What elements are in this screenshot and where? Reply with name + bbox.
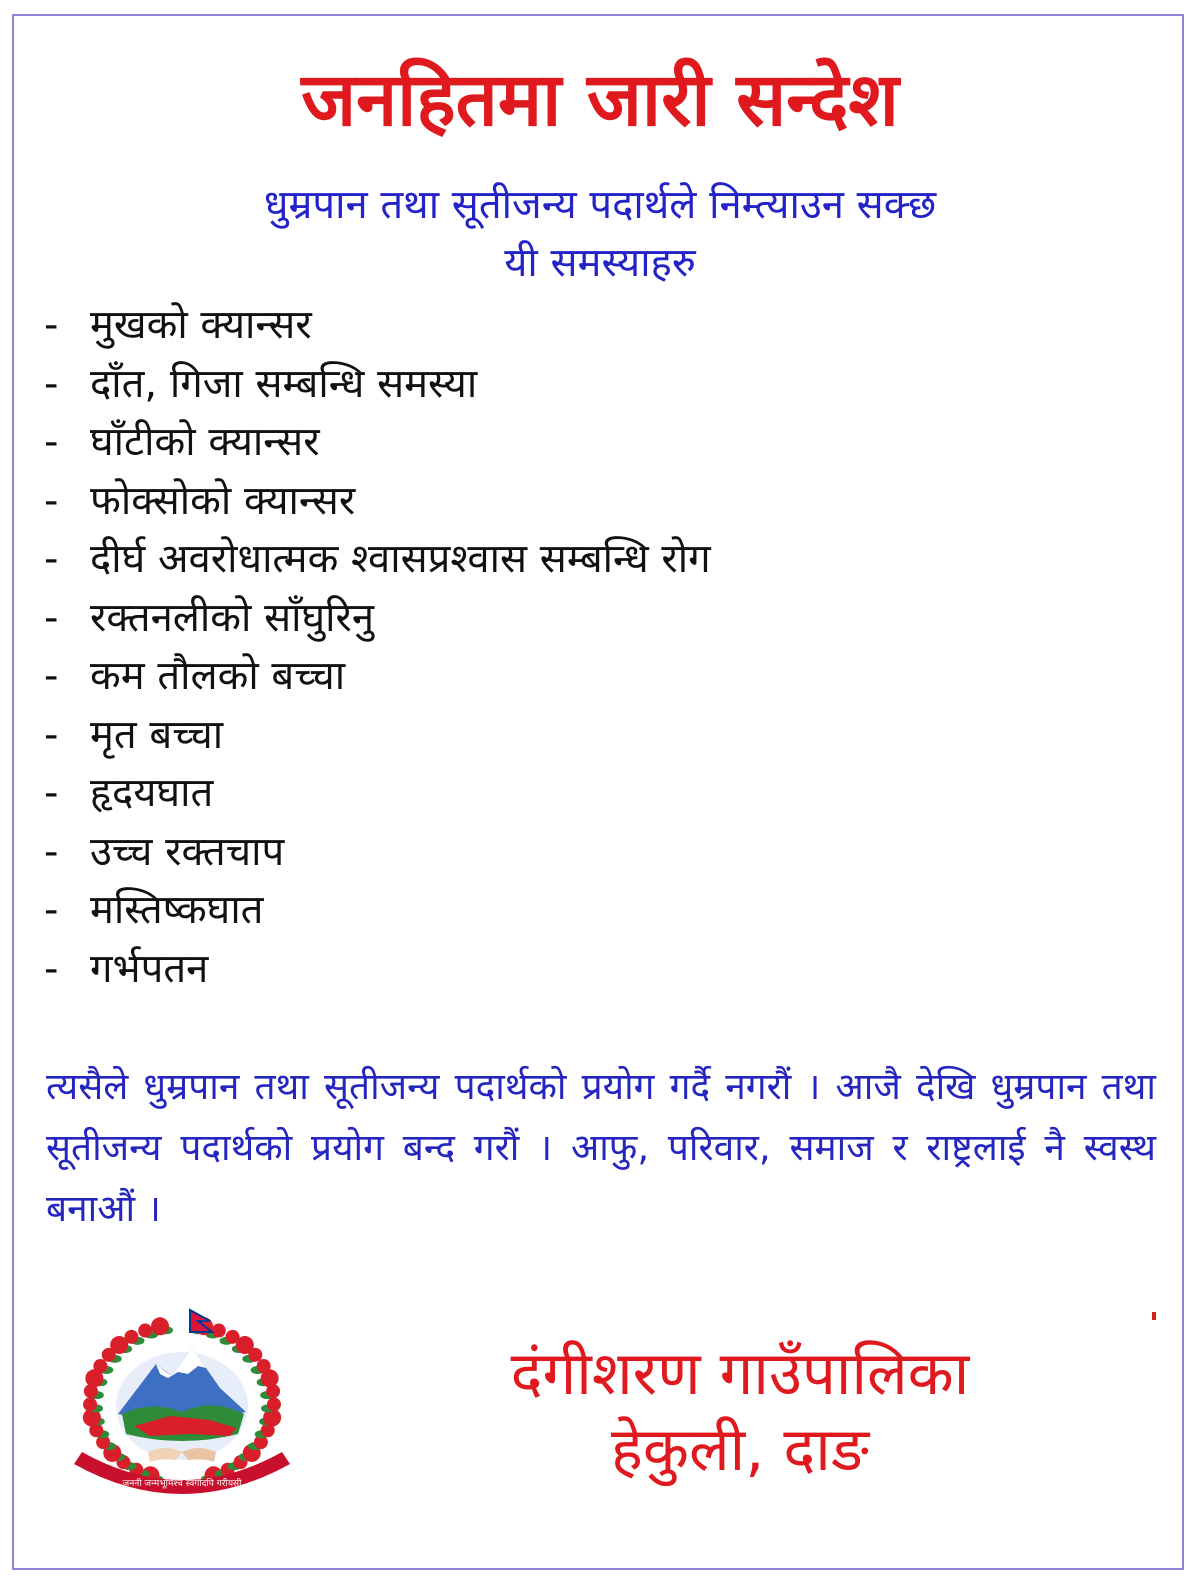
problem-item [44, 413, 711, 472]
problem-item [44, 881, 711, 940]
public-message: त्यसैले धुम्रपान तथा सूतीजन्य पदार्थको प्रयोग गर्दै नगरौं । आजै देखि धुम्रपान तथा सूतीजन्य पदार्थको प्रयोग बन्द गरौं । आफु, परिवार, समाज र राष्ट्रलाई नै स्वस्थ बनाऔं । [46, 1065, 1156, 1230]
problem-text: घाँटीको क्यान्सर [90, 419, 320, 465]
problem-item [44, 530, 711, 589]
problem-item [44, 706, 711, 765]
rhododendron-flower [212, 1324, 226, 1338]
rhododendron-flower [93, 1359, 107, 1373]
notice-subtitle [0, 176, 1200, 292]
bullet-dash: - [44, 653, 59, 699]
subtitle-line-2: यी समस्याहरु [504, 240, 696, 286]
bullet-dash: - [44, 887, 59, 933]
notice-title: जनहितमा जारी सन्देश [301, 57, 899, 143]
bullet-dash: - [44, 945, 59, 992]
problem-text: कम तौलको बच्चा [90, 653, 346, 699]
bullet-dash: - [44, 360, 59, 407]
problem-item [44, 764, 711, 823]
problem-item [44, 472, 711, 531]
problem-text: दाँत, गिजा सम्बन्धि समस्या [90, 360, 478, 407]
mountain-scene [116, 1348, 248, 1460]
bullet-dash: - [44, 828, 59, 875]
bullet-dash: - [44, 302, 59, 348]
bullet-dash: - [44, 594, 59, 641]
problem-text: मुखको क्यान्सर [90, 302, 312, 348]
office-line-2: हेकुली, दाङ [611, 1415, 869, 1485]
bullet-dash: - [44, 419, 59, 465]
problem-text: फोक्सोको क्यान्सर [90, 477, 356, 524]
problem-text: रक्तनलीको साँघुरिनु [90, 594, 375, 641]
health-problems-list [44, 296, 711, 998]
rhododendron-flower [267, 1397, 281, 1411]
problem-item [44, 823, 711, 882]
problem-text: गर्भपतन [90, 945, 209, 992]
problem-item [44, 296, 711, 355]
subtitle-line-1: धुम्रपान तथा सूतीजन्य पदार्थले निम्त्याउन सक्छ [263, 182, 937, 228]
problem-item [44, 647, 711, 706]
problem-item [44, 589, 711, 648]
bullet-dash: - [44, 770, 59, 816]
rhododendron-flower [257, 1359, 271, 1373]
problem-text: मस्तिष्कघात [90, 887, 264, 933]
problem-text: उच्च रक्तचाप [90, 828, 285, 875]
bullet-dash: - [44, 711, 59, 758]
flag-icon [190, 1310, 212, 1332]
red-mark [1152, 1312, 1156, 1320]
rhododendron-flower [226, 1330, 240, 1344]
problem-item [44, 940, 711, 999]
emblem-motto: जननी जन्मभूमिश्च स्वर्गादपि गरीयसी [122, 1479, 242, 1489]
bullet-dash: - [44, 536, 59, 582]
rhododendron-flower [124, 1330, 138, 1344]
rhododendron-flower [138, 1324, 152, 1338]
office-name [400, 1336, 1080, 1488]
problem-text: मृत बच्चा [90, 711, 224, 758]
office-line-1: दंगीशरण गाउँपालिका [510, 1339, 970, 1409]
problem-text: दीर्घ अवरोधात्मक श्वासप्रश्वास सम्बन्धि रोग [90, 536, 711, 582]
bullet-dash: - [44, 477, 59, 524]
problem-text: हृदयघात [90, 770, 214, 816]
problem-item [44, 355, 711, 414]
rhododendron-flower [151, 1317, 169, 1335]
nepal-emblem [60, 1302, 304, 1498]
rhododendron-flower [83, 1397, 97, 1411]
